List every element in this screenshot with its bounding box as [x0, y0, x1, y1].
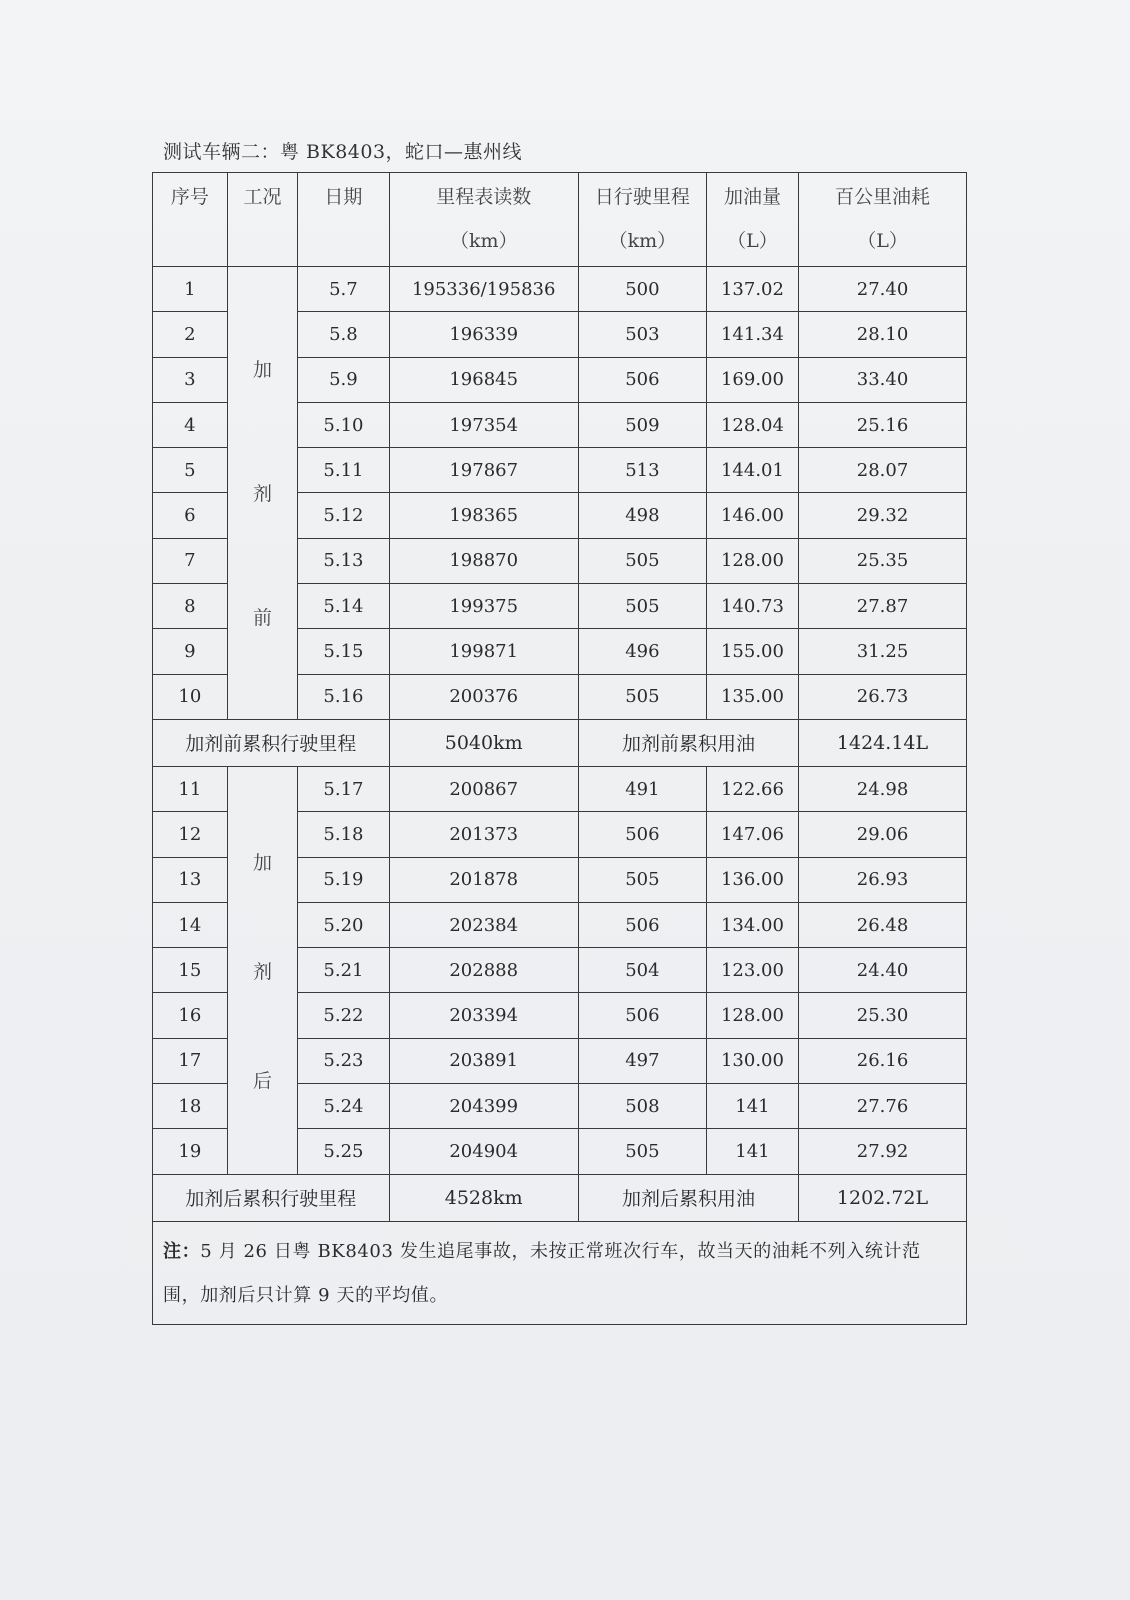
consumption-cell: 26.73 — [799, 674, 967, 719]
seq-cell: 15 — [153, 948, 228, 993]
daily-mileage-cell: 506 — [578, 993, 706, 1038]
fuel-added-cell: 136.00 — [706, 857, 798, 902]
fuel-added-cell: 135.00 — [706, 674, 798, 719]
consumption-cell: 27.40 — [799, 267, 967, 312]
daily-mileage-cell: 508 — [578, 1084, 706, 1129]
date-cell: 5.16 — [298, 674, 389, 719]
odometer-cell: 204399 — [389, 1084, 578, 1129]
total-row — [153, 719, 967, 766]
odometer-cell: 199375 — [389, 584, 578, 629]
fuel-added-cell: 128.00 — [706, 538, 798, 583]
odometer-cell: 200867 — [389, 766, 578, 811]
daily-mileage-cell: 506 — [578, 357, 706, 402]
odometer-cell: 197867 — [389, 448, 578, 493]
consumption-cell: 31.25 — [799, 629, 967, 674]
seq-cell: 18 — [153, 1084, 228, 1129]
fuel-added-cell: 128.04 — [706, 402, 798, 447]
daily-mileage-cell: 503 — [578, 312, 706, 357]
daily-mileage-cell: 509 — [578, 402, 706, 447]
date-cell: 5.21 — [298, 948, 389, 993]
total-fuel-label: 加剂后累积用油 — [578, 1174, 798, 1221]
total-fuel-value: 1202.72L — [799, 1174, 967, 1221]
date-cell: 5.14 — [298, 584, 389, 629]
fuel-added-cell: 137.02 — [706, 267, 798, 312]
odometer-cell: 202888 — [389, 948, 578, 993]
odometer-cell: 200376 — [389, 674, 578, 719]
fuel-consumption-table — [152, 172, 967, 1325]
condition-char: 前 — [253, 607, 273, 630]
daily-mileage-cell: 500 — [578, 267, 706, 312]
date-cell: 5.22 — [298, 993, 389, 1038]
header-row — [153, 173, 967, 267]
fuel-added-cell: 141 — [706, 1129, 798, 1174]
total-mileage-value: 5040km — [389, 719, 578, 766]
header-consumption: 百公里油耗 （L） — [799, 173, 967, 267]
fuel-added-cell: 128.00 — [706, 993, 798, 1038]
date-cell: 5.11 — [298, 448, 389, 493]
consumption-cell: 33.40 — [799, 357, 967, 402]
seq-cell: 8 — [153, 584, 228, 629]
fuel-added-cell: 146.00 — [706, 493, 798, 538]
daily-mileage-cell: 506 — [578, 812, 706, 857]
date-cell: 5.8 — [298, 312, 389, 357]
odometer-cell: 204904 — [389, 1129, 578, 1174]
total-mileage-label: 加剂后累积行驶里程 — [153, 1174, 390, 1221]
consumption-cell: 25.16 — [799, 402, 967, 447]
consumption-cell: 26.16 — [799, 1038, 967, 1083]
daily-mileage-cell: 505 — [578, 538, 706, 583]
date-cell: 5.17 — [298, 766, 389, 811]
fuel-added-cell: 169.00 — [706, 357, 798, 402]
daily-mileage-cell: 496 — [578, 629, 706, 674]
daily-mileage-cell: 505 — [578, 584, 706, 629]
seq-cell: 16 — [153, 993, 228, 1038]
fuel-added-cell: 155.00 — [706, 629, 798, 674]
condition-char: 剂 — [253, 960, 273, 983]
daily-mileage-cell: 505 — [578, 857, 706, 902]
header-fuel-added: 加油量 （L） — [706, 173, 798, 267]
note-cell — [153, 1221, 967, 1324]
table-caption: 测试车辆二：粤 BK8403，蛇口—惠州线 — [163, 141, 523, 163]
fuel-added-cell: 140.73 — [706, 584, 798, 629]
odometer-cell: 197354 — [389, 402, 578, 447]
odometer-cell: 201878 — [389, 857, 578, 902]
odometer-cell: 202384 — [389, 902, 578, 947]
date-cell: 5.24 — [298, 1084, 389, 1129]
seq-cell: 19 — [153, 1129, 228, 1174]
odometer-cell: 198870 — [389, 538, 578, 583]
note-text: 5 月 26 日粤 BK8403 发生追尾事故，未按正常班次行车，故当天的油耗不列入统计范围，加剂后只计算 9 天的平均值。 — [163, 1240, 921, 1306]
fuel-added-cell: 123.00 — [706, 948, 798, 993]
header-odometer: 里程表读数 （km） — [389, 173, 578, 267]
date-cell: 5.9 — [298, 357, 389, 402]
seq-cell: 5 — [153, 448, 228, 493]
table-row — [153, 267, 967, 312]
condition-cell — [227, 766, 298, 1174]
fuel-added-cell: 134.00 — [706, 902, 798, 947]
fuel-added-cell: 144.01 — [706, 448, 798, 493]
fuel-added-cell: 141 — [706, 1084, 798, 1129]
total-mileage-value: 4528km — [389, 1174, 578, 1221]
seq-cell: 17 — [153, 1038, 228, 1083]
condition-cell — [227, 267, 298, 720]
date-cell: 5.23 — [298, 1038, 389, 1083]
fuel-added-cell: 141.34 — [706, 312, 798, 357]
odometer-cell: 196845 — [389, 357, 578, 402]
condition-label — [228, 807, 298, 1134]
total-row — [153, 1174, 967, 1221]
date-cell: 5.7 — [298, 267, 389, 312]
daily-mileage-cell: 504 — [578, 948, 706, 993]
consumption-cell: 27.87 — [799, 584, 967, 629]
fuel-added-cell: 122.66 — [706, 766, 798, 811]
seq-cell: 12 — [153, 812, 228, 857]
daily-mileage-cell: 513 — [578, 448, 706, 493]
condition-label — [228, 307, 298, 679]
seq-cell: 1 — [153, 267, 228, 312]
total-mileage-label: 加剂前累积行驶里程 — [153, 719, 390, 766]
consumption-cell: 29.06 — [799, 812, 967, 857]
date-cell: 5.18 — [298, 812, 389, 857]
daily-mileage-cell: 491 — [578, 766, 706, 811]
total-fuel-label: 加剂前累积用油 — [578, 719, 798, 766]
condition-char: 后 — [253, 1069, 273, 1092]
consumption-cell: 28.07 — [799, 448, 967, 493]
seq-cell: 7 — [153, 538, 228, 583]
date-cell: 5.13 — [298, 538, 389, 583]
total-fuel-value: 1424.14L — [799, 719, 967, 766]
odometer-cell: 201373 — [389, 812, 578, 857]
daily-mileage-cell: 505 — [578, 674, 706, 719]
consumption-cell: 27.76 — [799, 1084, 967, 1129]
header-seq: 序号 — [153, 173, 228, 267]
date-cell: 5.12 — [298, 493, 389, 538]
daily-mileage-cell: 505 — [578, 1129, 706, 1174]
date-cell: 5.15 — [298, 629, 389, 674]
consumption-cell: 27.92 — [799, 1129, 967, 1174]
seq-cell: 4 — [153, 402, 228, 447]
seq-cell: 13 — [153, 857, 228, 902]
consumption-cell: 25.35 — [799, 538, 967, 583]
odometer-cell: 199871 — [389, 629, 578, 674]
seq-cell: 11 — [153, 766, 228, 811]
seq-cell: 9 — [153, 629, 228, 674]
header-condition: 工况 — [227, 173, 298, 267]
header-date: 日期 — [298, 173, 389, 267]
date-cell: 5.10 — [298, 402, 389, 447]
consumption-cell: 26.48 — [799, 902, 967, 947]
consumption-cell: 26.93 — [799, 857, 967, 902]
daily-mileage-cell: 497 — [578, 1038, 706, 1083]
note-row — [153, 1221, 967, 1324]
header-daily-mileage: 日行驶里程 （km） — [578, 173, 706, 267]
daily-mileage-cell: 498 — [578, 493, 706, 538]
odometer-cell: 195336/195836 — [389, 267, 578, 312]
odometer-cell: 196339 — [389, 312, 578, 357]
condition-char: 加 — [253, 359, 273, 382]
seq-cell: 3 — [153, 357, 228, 402]
seq-cell: 2 — [153, 312, 228, 357]
seq-cell: 14 — [153, 902, 228, 947]
consumption-cell: 29.32 — [799, 493, 967, 538]
consumption-cell: 24.40 — [799, 948, 967, 993]
daily-mileage-cell: 506 — [578, 902, 706, 947]
fuel-added-cell: 147.06 — [706, 812, 798, 857]
odometer-cell: 198365 — [389, 493, 578, 538]
consumption-cell: 24.98 — [799, 766, 967, 811]
odometer-cell: 203891 — [389, 1038, 578, 1083]
note-lead: 注： — [163, 1240, 201, 1262]
seq-cell: 6 — [153, 493, 228, 538]
table-row — [153, 766, 967, 811]
condition-char: 加 — [253, 851, 273, 874]
fuel-added-cell: 130.00 — [706, 1038, 798, 1083]
date-cell: 5.19 — [298, 857, 389, 902]
consumption-cell: 25.30 — [799, 993, 967, 1038]
odometer-cell: 203394 — [389, 993, 578, 1038]
consumption-cell: 28.10 — [799, 312, 967, 357]
date-cell: 5.20 — [298, 902, 389, 947]
seq-cell: 10 — [153, 674, 228, 719]
date-cell: 5.25 — [298, 1129, 389, 1174]
condition-char: 剂 — [253, 483, 273, 506]
